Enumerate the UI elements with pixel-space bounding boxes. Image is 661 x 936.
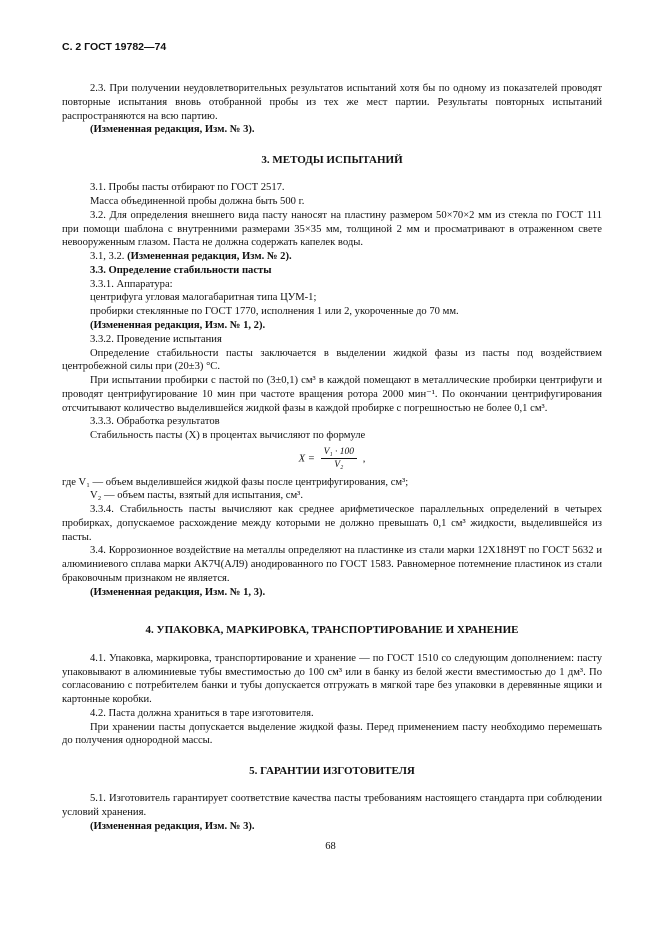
revision-note: (Измененная редакция, Изм. № 2). — [127, 251, 292, 263]
formula-lhs: X = — [298, 453, 315, 465]
paragraph-3-1-mass: Масса объединенной пробы должна быть 500 г. — [90, 196, 305, 208]
formula-tail: , — [362, 453, 366, 465]
section-5-title: 5. ГАРАНТИИ ИЗГОТОВИТЕЛЯ — [249, 765, 415, 778]
section-3-title: 3. МЕТОДЫ ИСПЫТАНИЙ — [261, 154, 403, 167]
paragraph-2-3: 2.3. При получении неудовлетворительных результатов испытаний хотя бы по одному из показателей проводят повторные испытания вновь отобранной пробы из тех же мест партии. Результаты повторных испытаний распространяются на всю партию. — [62, 83, 602, 122]
paragraph-3-1: 3.1. Пробы пасты отбирают по ГОСТ 2517. — [90, 182, 285, 194]
formula-fraction — [321, 446, 357, 472]
equipment-centrifuge: центрифуга угловая малогабаритная типа ЦУМ-1; — [90, 292, 317, 304]
formula-denominator: V₂ — [334, 460, 344, 471]
paragraph-4-2-b: При хранении пасты допускается выделение жидкой фазы. Перед применением пасту необходимо перемешать до получения однородной массы. — [62, 721, 602, 747]
paragraph-3-3-2-b: При испытании пробирки с пастой по (3±0,1) см³ в каждой помещают в металлические пробирки центрифуги и проводят центрифугирование 10 мин при частоте вращения ротора 2000 мин⁻¹. По окончании центрифугирования отсчитывают количество выделившейся жидкой фазы в каждой пробирке с погрешностью не более 0,1 см³. — [62, 375, 602, 414]
paragraph-5-1: 5.1. Изготовитель гарантирует соответствие качества пасты требованиям настоящего стандарта при соблюдении условий хранения. — [62, 793, 602, 819]
formula-numerator: V₁ · 100 — [321, 446, 357, 459]
section-4-title: 4. УПАКОВКА, МАРКИРОВКА, ТРАНСПОРТИРОВАНИЕ И ХРАНЕНИЕ — [145, 624, 519, 637]
paragraph-3-4: 3.4. Коррозионное воздействие на металлы определяют на пластинке из стали марки 12Х18Н9Т по ГОСТ 5632 и алюминиевого сплава марки АК7Ч(АЛ9) анодированного по ГОСТ 1583. Равномерное потемнение пластинок из стали браковочным признаком не является. — [62, 545, 602, 584]
revision-note: (Измененная редакция, Изм. № 1, 2). — [90, 320, 266, 332]
paragraph-3-2: 3.2. Для определения внешнего вида пасту наносят на пластину размером 50×70×2 мм из стекла по ГОСТ 111 при помощи шаблона с внутренними размерами 35×35 мм, толщиной 2 мм и просматривают в отраженном свете невооруженным глазом. Паста не должна содержать капелек воды. — [62, 209, 602, 249]
stability-formula — [62, 446, 602, 472]
revision-note: (Измененная редакция, Изм. № 3). — [90, 820, 255, 832]
paragraph-3-3-2-a: Определение стабильности пасты заключается в выделении жидкой фазы из пасты под воздействием центробежной силы при (20±3) °С. — [62, 347, 602, 373]
revision-note: (Измененная редакция, Изм. № 3). — [90, 124, 255, 136]
formula-where-v2: V₂ — объем пасты, взятый для испытания, см³. — [90, 490, 303, 502]
paragraph-3-1-3-2-note — [62, 250, 602, 264]
paragraph-3-3-1: 3.3.1. Аппаратура: — [90, 278, 173, 290]
paragraph-3-3-2: 3.3.2. Проведение испытания — [90, 333, 222, 345]
paragraph-4-2: 4.2. Паста должна храниться в таре изготовителя. — [90, 707, 314, 719]
paragraph-3-3-3: 3.3.3. Обработка результатов — [90, 416, 220, 428]
clause-ref: 3.1, 3.2. — [90, 251, 125, 263]
page-header: С. 2 ГОСТ 19782—74 — [62, 41, 167, 53]
paragraph-3-3-title: 3.3. Определение стабильности пасты — [90, 264, 272, 276]
revision-note: (Измененная редакция, Изм. № 1, 3). — [90, 586, 266, 598]
equipment-tubes: пробирки стеклянные по ГОСТ 1770, исполнения 1 или 2, укороченные до 70 мм. — [90, 306, 459, 318]
paragraph-3-3-3-a: Стабильность пасты (X) в процентах вычисляют по формуле — [90, 430, 366, 442]
paragraph-4-1: 4.1. Упаковка, маркировка, транспортирование и хранение — по ГОСТ 1510 со следующим дополнением: пасту упаковывают в алюминиевые тубы вместимостью до 100 см³ или в банку из белой жести вместимостью до 1 дм³. По согласованию с потребителем банки и тубы допускается отгружать в мягкой таре без упаковки в деревянные ящики и картонные коробки. — [62, 652, 602, 706]
paragraph-3-3-4: 3.3.4. Стабильность пасты вычисляют как среднее арифметическое параллельных определений в четырех пробирках, допускаемое расхождение между которыми не должно превышать 0,1 см³ жидкости, выделившейся из пасты. — [62, 504, 602, 543]
formula-where-v1: где V₁ — объем выделившейся жидкой фазы после центрифугирования, см³; — [62, 476, 409, 488]
document-body — [62, 82, 602, 834]
page-number: 68 — [325, 841, 336, 852]
